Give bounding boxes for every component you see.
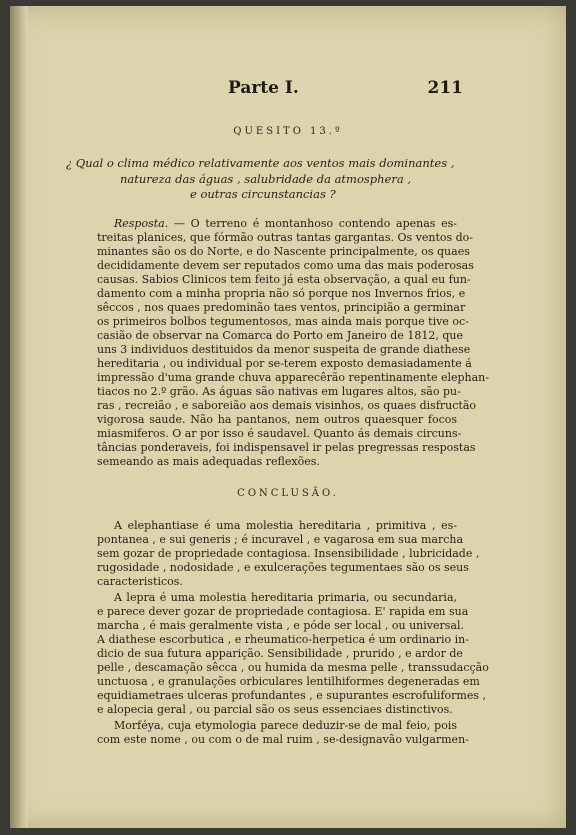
conclusion-line: Morféya, cuja etymologia parece deduzir-se de mal feio, pois (114, 719, 457, 732)
conclusion-line: marcha , é mais geralmente vista , e póde ser local , ou universal. (97, 619, 464, 632)
response-line: decididamente devem ser reputados como uma das mais poderosas (97, 259, 474, 272)
question-line: natureza das águas , salubridade da atmosphera , (120, 172, 412, 186)
conclusion-heading: CONCLUSÃO. (237, 488, 339, 499)
conclusion-line: pelle , descamação sêcca , ou humida da mesma pelle , transsudacção (97, 661, 489, 674)
response-line: casião de observar na Comarca do Porto em Janeiro de 1812, que (97, 329, 463, 342)
response-line: semeando as mais adequadas reflexões. (97, 455, 320, 468)
conclusion-line: A elephantiase é uma molestia hereditaria , primitiva , es- (114, 519, 457, 532)
response-first-line (114, 218, 457, 230)
conclusion-line: unctuosa , e granulações orbiculares lentilhiformes degeneradas em (97, 675, 480, 688)
response-label: Resposta. (114, 217, 169, 230)
response-line: sêccos , nos quaes predominão taes ventos, principião a germinar (97, 301, 466, 314)
response-line: minantes são os do Norte, e do Nascente principalmente, os quaes (97, 245, 470, 258)
question-heading: QUESITO 13.º (233, 126, 343, 137)
conclusion-line: pontanea , e sui generis ; é incuravel , e vagarosa em sua marcha (97, 533, 464, 546)
response-line: uns 3 individuos destituidos da menor suspeita de grande diathese (97, 343, 471, 356)
response-line: hereditaria , ou individual por se-terem exposto demasiadamente á (97, 357, 472, 370)
response-line: impressão d'uma grande chuva apparecêrão repentinamente elephan- (97, 371, 489, 384)
running-header (10, 78, 566, 100)
response-line-text: — O terreno é montanhoso contendo apenas es- (173, 217, 457, 230)
conclusion-line: caracteristicos. (97, 575, 183, 588)
response-line: damento com a minha propria não só porque nos Invernos frios, e (97, 287, 466, 300)
question-line: e outras circunstancias ? (190, 187, 336, 201)
response-line: miasmiferos. O ar por isso é saudavel. Quanto ás demais circuns- (97, 427, 462, 440)
response-line: causas. Sabios Clinicos tem feito já esta observação, a qual eu fun- (97, 273, 471, 286)
conclusion-line: equidiametraes ulceras profundantes , e supurantes escrofuliformes , (97, 689, 486, 702)
conclusion-line: e parece dever gozar de propriedade contagiosa. E' rapida em sua (97, 605, 469, 618)
response-line: vigorosa saude. Não ha pantanos, nem outros quaesquer focos (97, 413, 457, 426)
question-line: ¿ Qual o clima médico relativamente aos ventos mais dominantes , (66, 156, 455, 170)
response-line: tâncias ponderaveis, foi indispensavel ir pelas pregressas respostas (97, 441, 476, 454)
book-page (10, 6, 566, 828)
conclusion-line: com este nome , ou com o de mal ruim , se-designavão vulgarmen- (97, 733, 469, 746)
conclusion-line: A lepra é uma molestia hereditaria primaria, ou secundaria, (114, 591, 457, 604)
conclusion-line: sem gozar de propriedade contagiosa. Insensibilidade , lubricidade , (97, 547, 480, 560)
conclusion-line: A diathese escorbutica , e rheumatico-herpetica é um ordinario in- (97, 633, 469, 646)
conclusion-line: rugosidade , nodosidade , e exulcerações tegumentaes são os seus (97, 561, 469, 574)
running-title: Parte I. (228, 78, 299, 98)
page-number: 211 (427, 78, 463, 98)
conclusion-line: e alopecia geral , ou parcial são os seus essenciaes distinctivos. (97, 703, 453, 716)
response-line: os primeiros bolbos tegumentosos, mas ainda mais porque tive oc- (97, 315, 469, 328)
response-line: tiacos no 2.º grão. As águas são nativas em lugares altos, são pu- (97, 385, 461, 398)
response-line: treitas planices, que fórmão outras tantas gargantas. Os ventos do- (97, 231, 474, 244)
response-line: ras , recreião , e saboreião aos demais visinhos, os quaes disfructão (97, 399, 477, 412)
conclusion-line: dicio de sua futura apparição. Sensibilidade , prurido , e ardor de (97, 647, 463, 660)
